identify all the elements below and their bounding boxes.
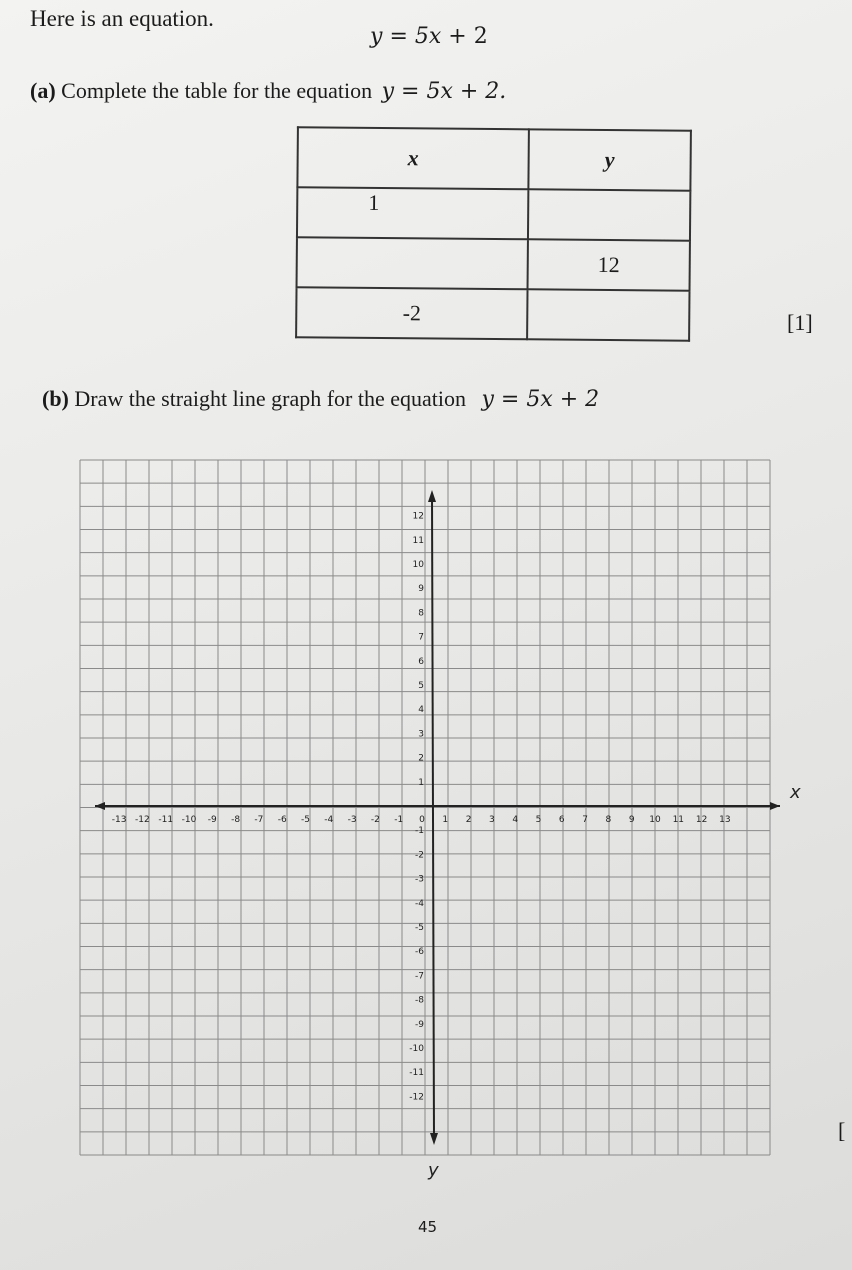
x-tick-label: -8 xyxy=(231,815,241,825)
x-tick-label: -4 xyxy=(324,815,334,825)
x-tick-label: 11 xyxy=(672,815,685,825)
x-tick-label: 4 xyxy=(512,815,519,825)
header-y: y xyxy=(528,129,691,190)
y-tick-label: 2 xyxy=(418,753,424,764)
part-b-label: (b) xyxy=(42,386,69,411)
y-tick-label: -5 xyxy=(415,923,424,933)
y-tick-label: -10 xyxy=(409,1044,424,1054)
y-tick-label: 1 xyxy=(418,777,424,788)
y-tick-label: -3 xyxy=(415,874,424,885)
y-tick-label: 8 xyxy=(418,608,424,619)
y-tick-label: -6 xyxy=(415,947,424,958)
x-tick-label: -9 xyxy=(207,815,217,825)
intro-text: Here is an equation. xyxy=(30,6,214,31)
y-axis xyxy=(432,495,434,1140)
equation-constant: 2 xyxy=(473,24,488,49)
x-tick-label: 8 xyxy=(605,815,612,825)
marks-label: [1] xyxy=(787,310,813,335)
equation-rhs: 5x xyxy=(414,24,442,49)
y-tick-label: 4 xyxy=(418,705,424,716)
x-tick-label: 5 xyxy=(535,815,542,825)
x-tick-label: 0 xyxy=(419,815,425,825)
y-tick-label: 11 xyxy=(412,535,424,546)
y-tick-label: -2 xyxy=(415,850,424,861)
x-axis-label: x xyxy=(790,782,801,803)
y-tick-label: -9 xyxy=(415,1019,424,1030)
x-tick-label: 3 xyxy=(489,815,495,825)
x-tick-label: -10 xyxy=(181,815,197,825)
x-tick-label: -11 xyxy=(158,815,174,825)
x-tick-label: -6 xyxy=(277,815,287,825)
page-number: 45 xyxy=(418,1218,438,1236)
x-tick-label: 13 xyxy=(719,815,731,825)
x-tick-label: 7 xyxy=(582,815,588,825)
x-tick-label: -3 xyxy=(347,815,357,825)
y-tick-label: -8 xyxy=(415,995,424,1006)
equation-equals: = xyxy=(389,24,408,49)
y-tick-label: 6 xyxy=(418,656,424,667)
y-axis-arrow-down xyxy=(430,1133,438,1145)
cell-x[interactable]: 1 xyxy=(297,187,528,239)
cell-x[interactable]: -2 xyxy=(296,287,527,339)
equation-y: y xyxy=(370,24,383,49)
part-b-text: Draw the straight line graph for the equation xyxy=(74,386,466,411)
y-tick-label: 5 xyxy=(418,681,424,691)
y-tick-label: 7 xyxy=(418,632,424,643)
equation-plus: + xyxy=(448,24,467,49)
marks-bracket: [ xyxy=(838,1118,846,1143)
y-tick-label: -12 xyxy=(409,1092,424,1103)
x-axis-arrow-right xyxy=(770,802,780,810)
y-axis-arrow-up xyxy=(428,490,436,502)
part-b-equation: y = 5x + 2 xyxy=(481,387,600,412)
y-axis-label: y xyxy=(428,1160,439,1181)
y-tick-label: 3 xyxy=(418,729,424,740)
x-tick-label: -2 xyxy=(370,815,380,825)
x-tick-label: 9 xyxy=(628,815,635,825)
cell-y[interactable]: 12 xyxy=(528,239,690,290)
x-tick-label: 6 xyxy=(558,815,565,825)
part-a-text: Complete the table for the equation xyxy=(61,78,373,103)
x-axis-arrow-left xyxy=(95,802,105,810)
y-tick-label: 9 xyxy=(418,584,424,595)
y-tick-label: -4 xyxy=(415,898,424,909)
y-tick-label: 10 xyxy=(412,560,424,570)
x-tick-label: -1 xyxy=(394,815,404,825)
x-tick-label: -7 xyxy=(254,815,264,825)
x-tick-label: -13 xyxy=(111,815,127,825)
part-a-equation: y = 5x + 2. xyxy=(381,79,507,104)
x-tick-label: 1 xyxy=(442,815,449,825)
y-tick-label: -1 xyxy=(415,826,424,837)
y-tick-label: 12 xyxy=(412,511,424,522)
x-tick-label: -12 xyxy=(135,815,150,825)
x-tick-label: 10 xyxy=(649,815,661,825)
y-tick-label: -7 xyxy=(415,971,424,982)
header-x: x xyxy=(297,127,529,189)
x-tick-label: 2 xyxy=(465,815,472,825)
y-tick-label: -11 xyxy=(409,1068,424,1079)
x-tick-label: 12 xyxy=(695,815,708,825)
part-a-label: (a) xyxy=(30,78,56,103)
x-tick-label: -5 xyxy=(301,815,310,825)
